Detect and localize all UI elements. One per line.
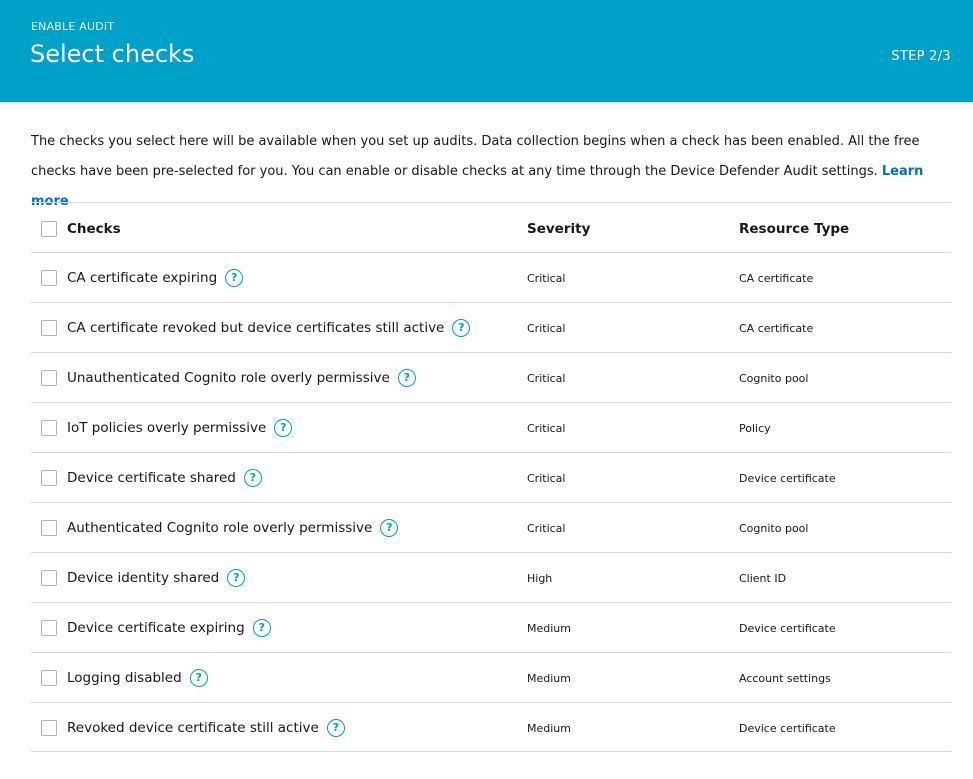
severity-value: Medium [527, 622, 571, 635]
help-icon[interactable]: ? [327, 719, 345, 737]
severity-value: High [527, 572, 553, 585]
row-checkbox[interactable] [41, 370, 57, 386]
row-checkbox[interactable] [41, 320, 57, 336]
severity-value: Critical [527, 322, 566, 335]
resource-type-value: CA certificate [739, 322, 814, 335]
row-checkbox[interactable] [41, 420, 57, 436]
select-all-checkbox[interactable] [41, 221, 57, 237]
checks-table [31, 202, 951, 752]
intro-text: The checks you select here will be available when you set up audits. Data collection begins when a check has been enabled. All the free checks have been pre-selected for you. You can enable or disable checks at any time through the Device Defender Audit settings. [31, 134, 920, 179]
help-icon[interactable]: ? [452, 319, 470, 337]
help-icon[interactable]: ? [244, 469, 262, 487]
resource-type-value: Cognito pool [739, 372, 809, 385]
resource-type-value: Device certificate [739, 722, 836, 735]
page-header [0, 0, 973, 102]
column-header-checks: Checks [67, 221, 121, 237]
row-checkbox[interactable] [41, 620, 57, 636]
resource-type-value: Device certificate [739, 472, 836, 485]
help-icon[interactable]: ? [225, 269, 243, 287]
severity-value: Critical [527, 372, 566, 385]
resource-type-value: Account settings [739, 672, 831, 685]
resource-type-value: Device certificate [739, 622, 836, 635]
column-header-resource-type: Resource Type [739, 221, 850, 237]
page-title: Select checks [30, 40, 195, 68]
resource-type-value: Client ID [739, 572, 787, 585]
check-name: Authenticated Cognito role overly permissive [67, 520, 373, 536]
table-row [31, 702, 951, 752]
help-icon[interactable]: ? [398, 369, 416, 387]
check-name: Unauthenticated Cognito role overly permissive [67, 370, 390, 386]
table-row [31, 402, 951, 452]
check-name: Device certificate shared [67, 470, 236, 486]
check-name: Device certificate expiring [67, 620, 245, 636]
table-row [31, 302, 951, 352]
help-icon[interactable]: ? [190, 669, 208, 687]
row-checkbox[interactable] [41, 520, 57, 536]
table-row [31, 502, 951, 552]
severity-value: Critical [527, 422, 566, 435]
severity-value: Critical [527, 272, 566, 285]
resource-type-value: CA certificate [739, 272, 814, 285]
learn-more-link[interactable]: Learn more [31, 164, 924, 209]
row-checkbox[interactable] [41, 670, 57, 686]
row-checkbox[interactable] [41, 270, 57, 286]
check-name: CA certificate expiring [67, 270, 218, 286]
resource-type-value: Policy [739, 422, 771, 435]
resource-type-value: Cognito pool [739, 522, 809, 535]
table-row [31, 602, 951, 652]
row-checkbox[interactable] [41, 720, 57, 736]
table-row [31, 352, 951, 402]
row-checkbox[interactable] [41, 570, 57, 586]
table-header-row [31, 202, 951, 252]
table-row [31, 652, 951, 702]
help-icon[interactable]: ? [253, 619, 271, 637]
check-name: Logging disabled [67, 670, 182, 686]
severity-value: Critical [527, 522, 566, 535]
check-name: Revoked device certificate still active [67, 720, 319, 736]
eyebrow-label: ENABLE AUDIT [31, 20, 115, 33]
table-row [31, 452, 951, 502]
table-row [31, 252, 951, 302]
row-checkbox[interactable] [41, 470, 57, 486]
table-row [31, 552, 951, 602]
check-name: CA certificate revoked but device certificates still active [67, 320, 445, 336]
help-icon[interactable]: ? [274, 419, 292, 437]
severity-value: Medium [527, 722, 571, 735]
check-name: Device identity shared [67, 570, 220, 586]
step-indicator: STEP 2/3 [891, 49, 951, 64]
column-header-severity: Severity [527, 221, 591, 237]
check-name: IoT policies overly permissive [67, 420, 267, 436]
help-icon[interactable]: ? [380, 519, 398, 537]
severity-value: Medium [527, 672, 571, 685]
severity-value: Critical [527, 472, 566, 485]
help-icon[interactable]: ? [227, 569, 245, 587]
